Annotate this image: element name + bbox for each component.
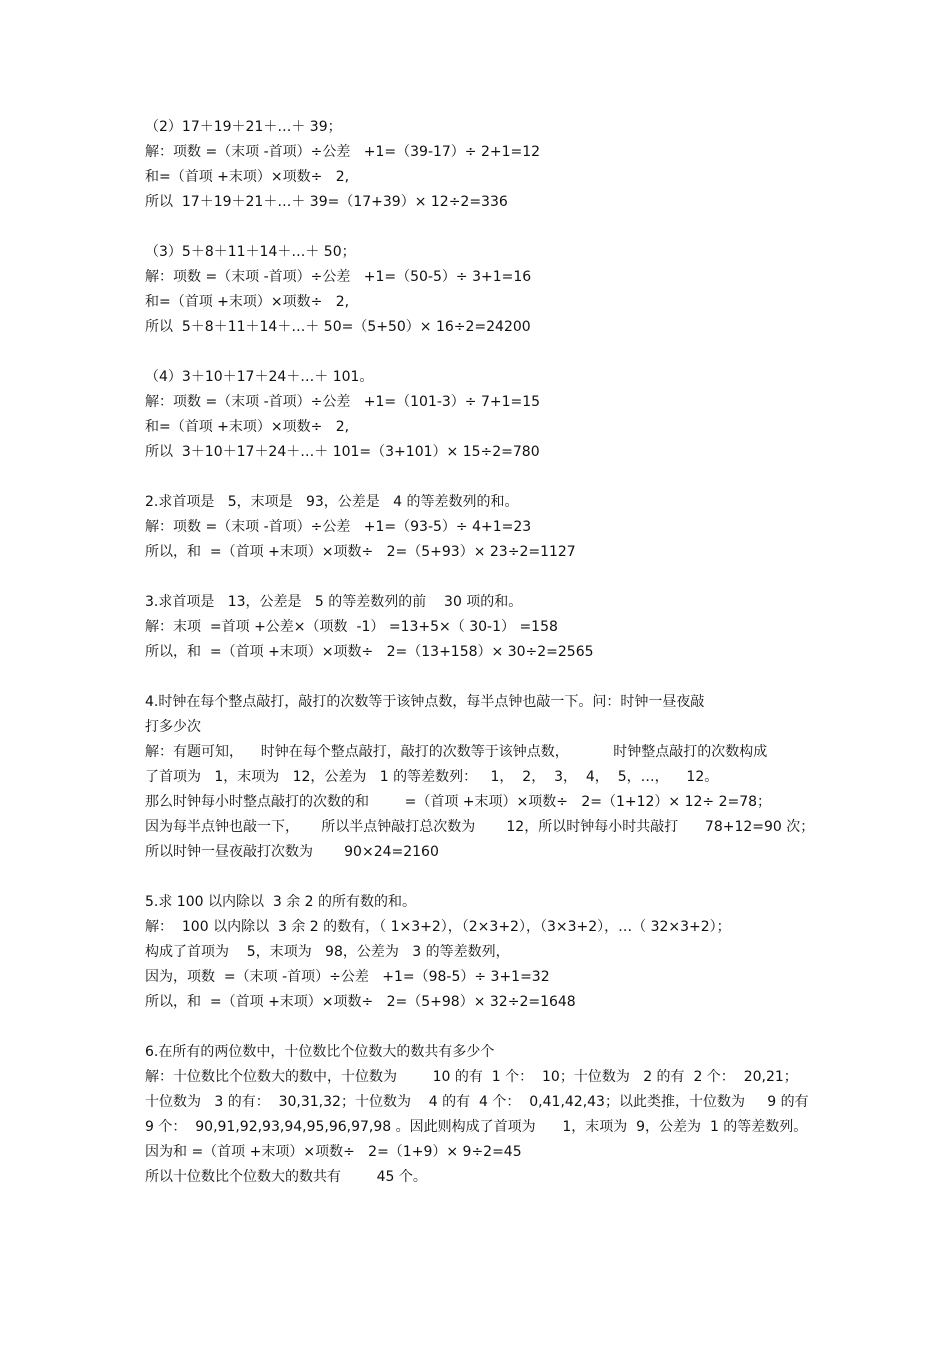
problem-6-line: 因为和 =（首项 +末项）×项数÷ 2=（1+9）× 9÷2=45 [145, 1144, 522, 1160]
problem-2-title: 2.求首项是 5，末项是 93，公差是 4 的等差数列的和。 [145, 494, 519, 510]
problem-4-line: 那么时钟每小时整点敲打的次数的和 =（首项 +末项）×项数÷ 2=（1+12）× 12÷ 2=78； [145, 794, 772, 810]
problem-2-3-line: 所以 5＋8＋11＋14＋…＋ 50=（5+50）× 16÷2=24200 [145, 319, 531, 335]
problem-6-line: 所以十位数比个位数大的数共有 45 个。 [145, 1169, 427, 1185]
problem-4-line: 解：有题可知， 时钟在每个整点敲打，敲打的次数等于该钟点数， 时钟整点敲打的次数构成 [145, 744, 768, 760]
problem-4-line: 所以时钟一昼夜敲打次数为 90×24=2160 [145, 844, 439, 860]
problem-6-title: 6.在所有的两位数中，十位数比个位数大的数共有多少个 [145, 1044, 495, 1060]
problem-2-2-title: （2）17＋19＋21＋…＋ 39； [145, 119, 342, 135]
problem-3-line: 解：末项 =首项 +公差×（项数 -1） =13+5×（ 30-1） =158 [145, 619, 558, 635]
problem-6-line: 十位数为 3 的有： 30,31,32；十位数为 4 的有 4 个： 0,41,42,43；以此类推，十位数为 9 的有 [145, 1094, 809, 1110]
problem-4-title-cont: 打多少次 [145, 719, 201, 735]
problem-4-line: 了首项为 1，末项为 12，公差为 1 的等差数列： 1， 2， 3， 4， 5，…， 12。 [145, 769, 719, 785]
problem-3-line: 所以，和 =（首项 +末项）×项数÷ 2=（13+158）× 30÷2=2565 [145, 644, 594, 660]
problem-5-title: 5.求 100 以内除以 3 余 2 的所有数的和。 [145, 894, 417, 910]
problem-2-3-line: 和=（首项 +末项）×项数÷ 2, [145, 294, 350, 310]
problem-2-4-line: 解：项数 =（末项 -首项）÷公差 +1=（101-3）÷ 7+1=15 [145, 394, 541, 410]
problem-3-title: 3.求首项是 13，公差是 5 的等差数列的前 30 项的和。 [145, 594, 523, 610]
problem-2-2-line: 解：项数 =（末项 -首项）÷公差 +1=（39-17）÷ 2+1=12 [145, 144, 541, 160]
problem-2-3-line: 解：项数 =（末项 -首项）÷公差 +1=（50-5）÷ 3+1=16 [145, 269, 532, 285]
problem-2-3-title: （3）5＋8＋11＋14＋…＋ 50； [145, 244, 356, 260]
problem-2-4-line: 和=（首项 +末项）×项数÷ 2, [145, 419, 350, 435]
problem-2-4-title: （4）3＋10＋17＋24＋…＋ 101。 [145, 369, 374, 385]
problem-5-line: 因为，项数 =（末项 -首项）÷公差 +1=（98-5）÷ 3+1=32 [145, 969, 550, 985]
problem-2-line: 解：项数 =（末项 -首项）÷公差 +1=（93-5）÷ 4+1=23 [145, 519, 532, 535]
problem-6-line: 解：十位数比个位数大的数中，十位数为 10 的有 1 个： 10；十位数为 2 的有 2 个： 20,21； [145, 1069, 798, 1085]
problem-2-4-line: 所以 3＋10＋17＋24＋…＋ 101=（3+101）× 15÷2=780 [145, 444, 540, 460]
problem-2-line: 所以，和 =（首项 +末项）×项数÷ 2=（5+93）× 23÷2=1127 [145, 544, 576, 560]
problem-5-line: 解： 100 以内除以 3 余 2 的数有，（ 1×3+2），（2×3+2），（3×3+2），…（ 32×3+2）； [145, 919, 731, 935]
problem-6-line: 9 个： 90,91,92,93,94,95,96,97,98 。因此则构成了首项为 1，末项为 9，公差为 1 的等差数列。 [145, 1119, 808, 1135]
problem-5-line: 所以，和 =（首项 +末项）×项数÷ 2=（5+98）× 32÷2=1648 [145, 994, 576, 1010]
problem-5-line: 构成了首项为 5，末项为 98，公差为 3 的等差数列， [145, 944, 510, 960]
problem-4-title: 4.时钟在每个整点敲打，敲打的次数等于该钟点数，每半点钟也敲一下。问：时钟一昼夜敲 [145, 694, 705, 710]
problem-2-2-line: 所以 17＋19＋21＋…＋ 39=（17+39）× 12÷2=336 [145, 194, 508, 210]
problem-2-2-line: 和=（首项 +末项）×项数÷ 2, [145, 169, 350, 185]
problem-4-line: 因为每半点钟也敲一下， 所以半点钟敲打总次数为 12，所以时钟每小时共敲打 78+12=90 次； [145, 819, 815, 835]
